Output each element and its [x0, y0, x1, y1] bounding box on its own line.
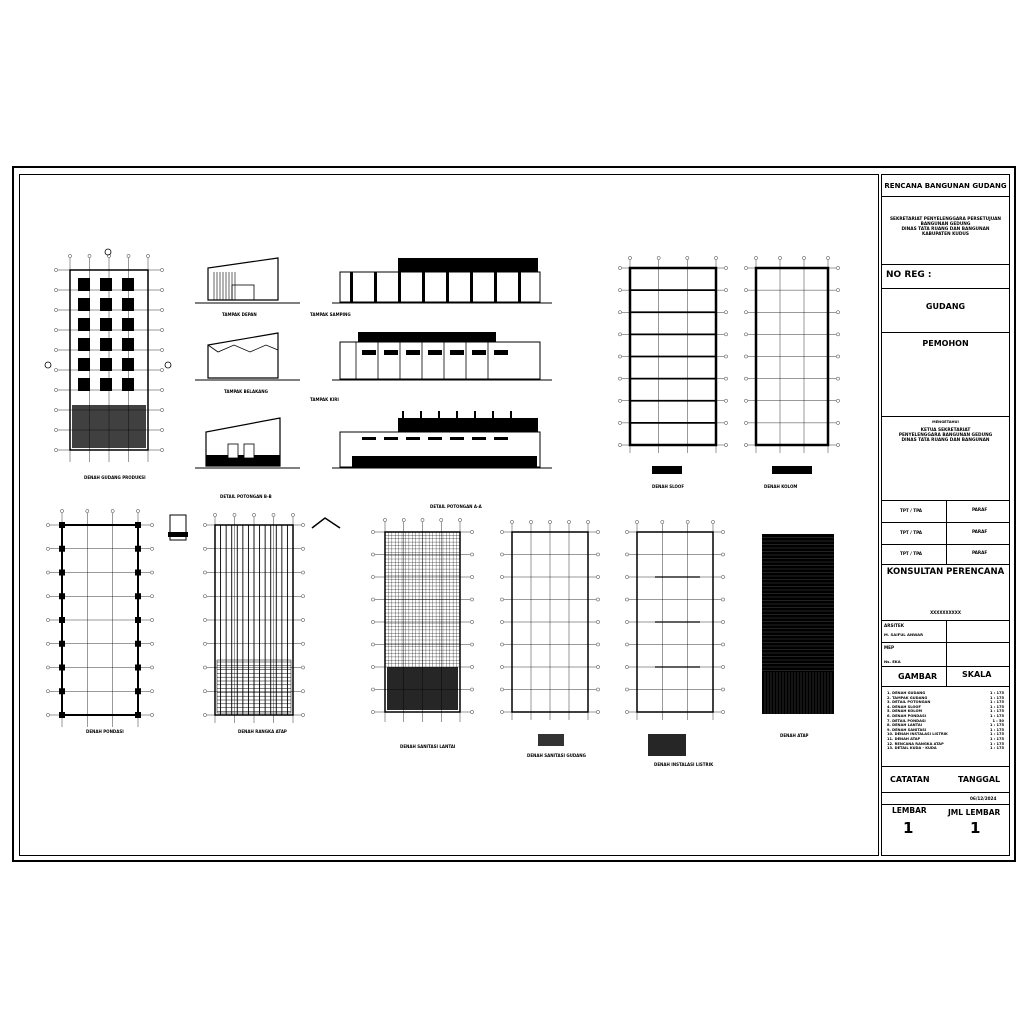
- skala-label: SKALA: [962, 670, 992, 679]
- project-title: RENCANA BANGUNAN GUDANG: [882, 175, 1009, 197]
- label-rangka-atap: DENAH RANGKA ATAP: [238, 729, 287, 734]
- plan-denah-gudang: [45, 249, 171, 480]
- arsitek-label: ARSITEK: [884, 623, 905, 628]
- label-tampak-depan: TAMPAK DEPAN: [222, 312, 257, 317]
- building-name: GUDANG: [882, 289, 1009, 333]
- drawing-list-item: 8. DENAH LANTAI 1 : 175: [887, 723, 1004, 728]
- sign-paraf: PARAF: [972, 550, 988, 555]
- drawing-list-item: 5. DENAH KOLOM 1 : 175: [887, 709, 1004, 714]
- lembar-label: LEMBAR: [892, 806, 927, 815]
- sign-paraf: PARAF: [972, 529, 988, 534]
- approval-caption: MENGETAHUI: [932, 420, 959, 424]
- drawing-list-item: 3. DETAIL POTONGAN 1 : 175: [887, 700, 1004, 705]
- approval-line: KETUA SEKRETARIAT: [920, 428, 971, 433]
- label-sanitasi-lantai: DENAH SANITASI LANTAI: [400, 744, 456, 749]
- sign-tpt: TPT / TPA: [900, 530, 923, 535]
- gambar-label: GAMBAR: [898, 672, 938, 681]
- label-tampak-kiri: TAMPAK KIRI: [310, 397, 339, 402]
- drawing-list-item: 13. DETAIL KUDA - KUDA 1 : 175: [887, 746, 1004, 751]
- drawing-list-item: 7. DETAIL PONDASI 1 : 50: [887, 718, 1004, 723]
- label-tampak-belakang: TAMPAK BELAKANG: [224, 389, 268, 394]
- applicant-space: [882, 357, 1009, 417]
- date-value: 06/12/2024: [970, 796, 997, 801]
- drawing-list-item: 6. DENAH PONDASI 1 : 175: [887, 713, 1004, 718]
- approval-line: DINAS TATA RUANG DAN BANGUNAN: [901, 438, 990, 443]
- plan-denah-kolom: [744, 256, 839, 489]
- plan-denah-atap: [762, 534, 834, 738]
- plan-instalasi-listrik: [625, 520, 724, 767]
- catatan-row: [882, 767, 1009, 793]
- drawing-list-item: 4. DENAH SLOOF 1 : 175: [887, 704, 1004, 709]
- sign-tpt: TPT / TPA: [900, 508, 923, 513]
- mep-name: Ns. EKA: [884, 659, 901, 664]
- secretariat-line: BANGUNAN GEDUNG: [920, 222, 971, 227]
- sign-paraf: PARAF: [972, 507, 988, 512]
- label-denah-gudang: DENAH GUDANG PRODUKSI: [84, 475, 146, 480]
- drawing-list-item: 2. TAMPAK GUDANG 1 : 175: [887, 695, 1004, 700]
- sign-tpt: TPT / TPA: [900, 551, 923, 556]
- label-sloof: DENAH SLOOF: [652, 484, 685, 489]
- label-atap: DENAH ATAP: [780, 733, 809, 738]
- title-block: [881, 174, 1010, 856]
- drawing-list-item: 10. DENAH INSTALASI LISTRIK 1 : 175: [887, 732, 1004, 737]
- arsitek-name: M. SAIFUL ANWAR: [884, 632, 924, 637]
- consultant-name: XXXXXXXXXX: [930, 610, 961, 615]
- mep-label: MEP: [884, 645, 895, 650]
- plan-rangka-atap: [203, 513, 340, 734]
- label-sanitasi-gudang: DENAH SANITASI GUDANG: [527, 753, 586, 758]
- approval-block: [882, 417, 1009, 501]
- secretariat-line: DINAS TATA RUANG DAN BANGUNAN: [901, 227, 990, 232]
- drawing-list-item: 1. DENAH GUDANG 1 : 175: [887, 691, 1004, 695]
- elevation-tampak-belakang: [195, 333, 300, 394]
- tanggal-label: TANGGAL: [958, 775, 1001, 784]
- sign-row: [882, 545, 1009, 565]
- date-row: [882, 793, 1009, 805]
- sign-row: [882, 523, 1009, 545]
- secretariat-block: [882, 197, 1009, 265]
- applicant-label: PEMOHON: [922, 339, 969, 348]
- label-potongan-bb: DETAIL POTONGAN B-B: [220, 494, 272, 499]
- mep-row: [882, 643, 1009, 667]
- consultant-block: [882, 565, 1009, 621]
- consultant-label: KONSULTAN PERENCANA: [886, 567, 1005, 577]
- section-potongan-aa: [332, 411, 552, 509]
- sign-row: [882, 501, 1009, 523]
- plan-sanitasi-lantai: [371, 518, 473, 749]
- sheet-number-row: [882, 805, 1009, 857]
- drawing-list-item: 9. DENAH SANITASI 1 : 175: [887, 727, 1004, 732]
- elevation-tampak-samping: [310, 258, 552, 317]
- label-pondasi: DENAH PONDASI: [86, 729, 124, 734]
- elevation-tampak-kiri: [310, 332, 552, 402]
- label-kolom: DENAH KOLOM: [764, 484, 798, 489]
- jml-lembar-value: 1: [970, 819, 981, 837]
- plan-denah-pondasi: [46, 509, 188, 734]
- drawing-list-item: 12. RENCANA RANGKA ATAP 1 : 175: [887, 741, 1004, 746]
- jml-lembar-label: JML LEMBAR: [948, 808, 1001, 817]
- arsitek-row: [882, 621, 1009, 643]
- catatan-label: CATATAN: [890, 775, 930, 784]
- drawing-list-item: 11. DENAH ATAP 1 : 175: [887, 736, 1004, 741]
- plan-denah-sloof: [618, 256, 727, 489]
- elevation-tampak-depan: [195, 258, 300, 317]
- approval-line: PENYELENGGARA BANGUNAN GEDUNG: [898, 433, 993, 438]
- gambar-skala-header: [882, 667, 1009, 687]
- secretariat-line: KABUPATEN KUDUS: [921, 232, 970, 237]
- label-tampak-samping: TAMPAK SAMPING: [310, 312, 351, 317]
- secretariat-line: SEKRETARIAT PENYELENGGARA PERSETUJUAN: [889, 217, 1002, 222]
- no-reg-label: NO REG :: [882, 265, 1009, 289]
- label-potongan-aa: DETAIL POTONGAN A-A: [430, 504, 482, 509]
- drawing-list: [882, 687, 1009, 767]
- section-potongan-bb: [195, 418, 300, 499]
- plan-sanitasi-gudang: [500, 520, 599, 758]
- label-instalasi-listrik: DENAH INSTALASI LISTRIK: [654, 762, 714, 767]
- lembar-value: 1: [903, 819, 914, 837]
